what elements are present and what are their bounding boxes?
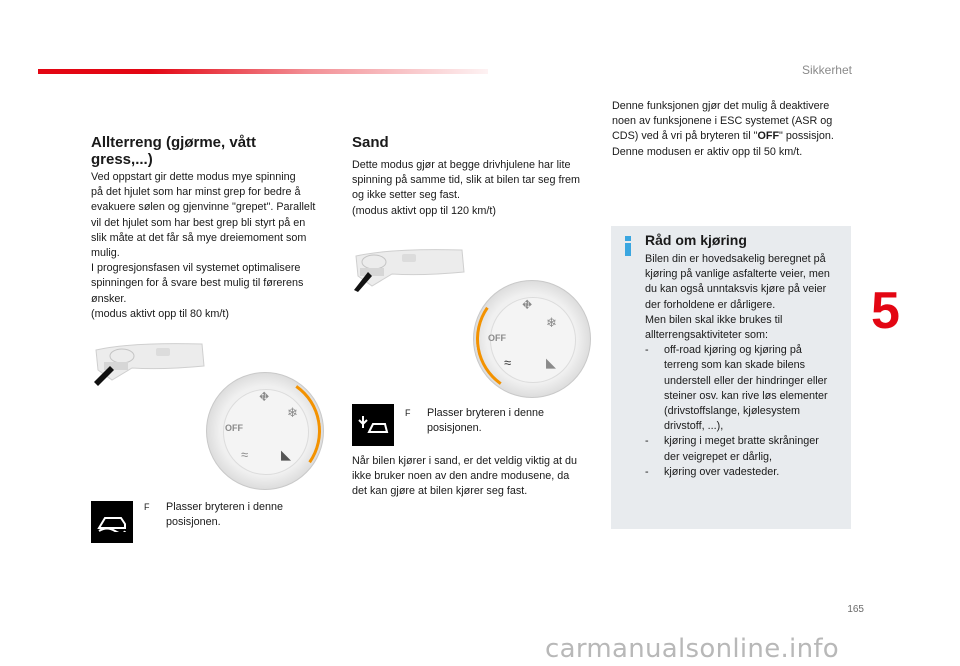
snow-icon: ❄ xyxy=(546,315,557,330)
mud-icon: ◣ xyxy=(281,447,291,462)
warning-sand: Når bilen kjører i sand, er det veldig viktig at du ikke bruker noen av den andre modusene, da det kan gjøre at bilen kjører seg fast. xyxy=(352,455,578,498)
sand-icon: ≈ xyxy=(504,355,512,370)
standard-icon: ⛖ xyxy=(259,389,270,404)
heading-sand: Sand xyxy=(352,134,389,151)
list-item: - kjøring over vadesteder. xyxy=(645,465,780,478)
infobox-intro: Bilen din er hovedsakelig beregnet på kjøring på vanlige asfalterte veier, men du kan også unntaksvis kjøre på veier der forholdene er dårligere. Men bilen skal ikke brukes til allterrengsaktiviteter som: xyxy=(645,253,830,342)
footer-watermark: carmanualsonline.info xyxy=(545,634,840,664)
dashboard-illustration xyxy=(92,340,207,386)
body-allterreng: Ved oppstart gir dette modus mye spinning på det hjulet som har minst grep for bedre å evakuere sølen og gjenvinne "grepet". Parallelt vil det hjulet som har best grep bli styrt på en slik måte at det får så mye dreiemoment som mulig. I progresjonsfasen vil systemet optimalisere spinningen for å svare best mulig til førerens ønsker. (modus aktivt opp til 80 km/t) xyxy=(91,171,316,320)
mode-selector-knob-sand xyxy=(473,280,591,398)
knob-off-label: OFF xyxy=(225,423,243,433)
infobox-title: Råd om kjøring xyxy=(645,232,747,248)
section-title: Sikkerhet xyxy=(801,63,852,77)
snow-icon: ❄ xyxy=(287,405,298,420)
chapter-number: 5 xyxy=(871,282,900,340)
mode-selector-knob xyxy=(206,372,324,490)
dashboard-illustration-sand xyxy=(352,246,467,292)
selector-arc xyxy=(200,366,330,496)
selector-arc xyxy=(467,274,597,404)
mud-mode-icon xyxy=(91,501,133,543)
driving-advice-box xyxy=(611,226,851,529)
body-sand: Dette modus gjør at begge drivhjulene har lite spinning på samme tid, slik at bilen tar seg frem og ikke setter seg fast. (modus aktivt opp til 120 km/t) xyxy=(352,159,581,217)
sand-mode-icon xyxy=(352,404,394,446)
list-item: - kjøring i meget bratte skråninger der veigrepet er dårlig, xyxy=(645,435,819,463)
header-accent-bar xyxy=(38,69,488,74)
mud-icon: ◣ xyxy=(546,355,556,370)
infobox-text xyxy=(645,252,845,480)
body-off-mode: Denne funksjonen gjør det mulig å deaktivere noen av funksjonene i ESC systemet (ASR og CDS) ved å vri på bryteren til "OFF" possisjon. Denne modusen er aktiv opp til 50 km/t. xyxy=(612,100,834,158)
list-item: - off-road kjøring og kjøring på terreng som kan skade bilens understell eller der hindringer eller steiner osv. kan rive løs elementer (drivstoffslange, kjølesystem drivstoff, ...), xyxy=(645,344,828,433)
info-icon xyxy=(625,236,631,256)
sand-icon: ≈ xyxy=(241,447,249,462)
standard-icon: ⛖ xyxy=(522,297,533,312)
knob-off-label: OFF xyxy=(488,333,506,343)
heading-allterreng: Allterreng (gjørme, vått gress,...) xyxy=(91,134,257,168)
page-number: 165 xyxy=(847,604,864,615)
